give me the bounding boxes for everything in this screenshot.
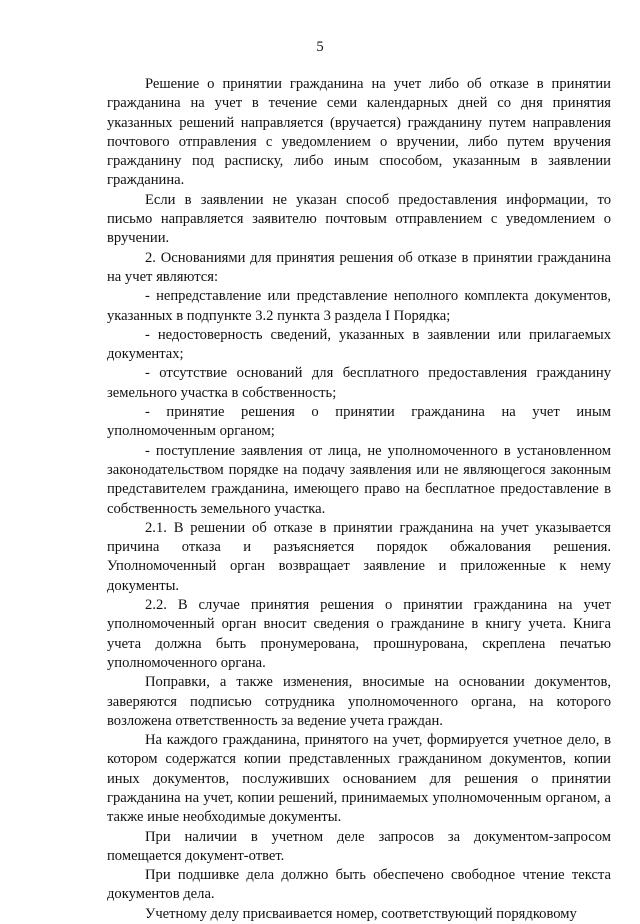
paragraph-requests: При наличии в учетном деле запросов за документом-запросом помещается документ-ответ. (107, 828, 611, 864)
paragraph-corrections: Поправки, а также изменения, вносимые на основании документов, заверяются подписью сотрудника уполномоченного органа, на которого возложена ответственность за ведение учета граждан. (107, 674, 611, 729)
page-number: 5 (316, 39, 324, 55)
list-item-incomplete-documents: - непредставление или представление неполного комплекта документов, указанных в подпункте 3.2 пункта 3 раздела I Порядка; (107, 288, 611, 324)
list-item-unauthorized-applicant: - поступление заявления от лица, не уполномоченного в установленном законодательством порядке на подачу заявления или не являющегося законным представителем гражданина, имеющего право на бесплатное предоставление в собственность земельного участка. (107, 442, 611, 517)
paragraph-2-2-registry-book: 2.2. В случае принятия решения о принятии гражданина на учет уполномоченный орган вносит сведения о гражданине в книгу учета. Книга учета должна быть пронумерована, прошнурована, скреплена печатью уполномоченного органа. (107, 597, 611, 671)
body-text (107, 75, 611, 924)
list-item-unreliable-information: - недостоверность сведений, указанных в заявлении или прилагаемых документах; (107, 326, 611, 363)
list-item-other-authority-decision: - принятие решения о принятии гражданина на учет иным уполномоченным органом; (107, 404, 611, 440)
paragraph-case-file: На каждого гражданина, принятого на учет, формируется учетное дело, в котором содержатся копии представленных гражданином документов, копии иных документов, послуживших основанием для решения о принятии гражданина на учет, копии решений, принимаемых уполномоченным органом, а также иные необходимые документы. (107, 732, 611, 826)
paragraph-binding: При подшивке дела должно быть обеспечено свободное чтение текста документов дела. (107, 867, 611, 903)
paragraph-2-1-refusal-reason: 2.1. В решении об отказе в принятии гражданина на учет указывается причина отказа и разъясняется порядок обжалования решения. Уполномоченный орган возвращает заявление и приложенные к нему документы. (107, 519, 611, 594)
paragraph-refusal-grounds-heading: 2. Основаниями для принятия решения об отказе в принятии гражданина на учет являются: (107, 249, 611, 285)
list-item-no-grounds: - отсутствие оснований для бесплатного предоставления гражданину земельного участка в собственность; (107, 365, 611, 401)
paragraph-delivery-method: Если в заявлении не указан способ предоставления информации, то письмо направляется заявителю почтовым отправлением с уведомлением о вручении. (107, 191, 611, 247)
paragraph-case-number: Учетному делу присваивается номер, соответствующий порядковому (145, 905, 577, 922)
paragraph-decision-notification: Решение о принятии гражданина на учет либо об отказе в принятии гражданина на учет в течение семи календарных дней со дня принятия указанных решений направляется (вручается) гражданину путем направления почтового отправления с уведомлением о вручении, либо путем вручения гражданину под расписку, либо иным способом, указанным в заявлении гражданина. (107, 76, 611, 189)
